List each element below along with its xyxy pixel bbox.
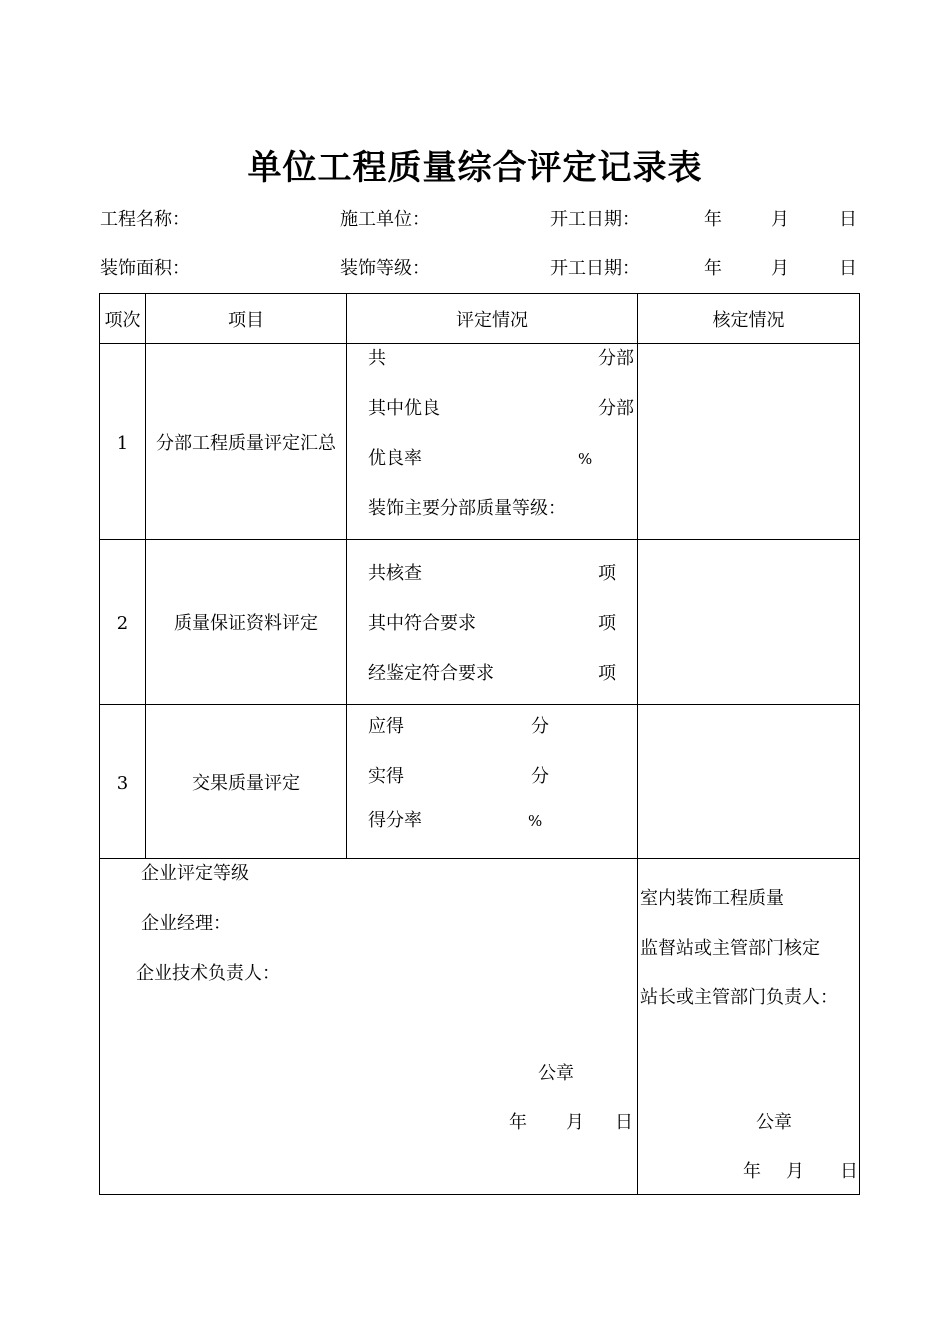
supervision-date-year: 年 bbox=[743, 1161, 761, 1182]
row-1-line-2-label: 其中优良 bbox=[368, 398, 440, 419]
row-divider-3 bbox=[99, 858, 860, 859]
col-divider-3 bbox=[637, 293, 638, 1195]
start-date-month-2: 月 bbox=[771, 258, 789, 279]
decoration-area-label: 装饰面积： bbox=[100, 258, 190, 279]
row-3-line-1-label: 应得 bbox=[368, 716, 404, 737]
start-date-year: 年 bbox=[704, 209, 722, 230]
table-header-divider bbox=[99, 343, 860, 344]
row-3-line-3-label: 得分率 bbox=[368, 810, 422, 831]
row-2-line-3-unit: 项 bbox=[598, 663, 616, 684]
company-date-day: 日 bbox=[615, 1112, 633, 1133]
col-divider-2 bbox=[346, 293, 347, 858]
start-date-day-2: 日 bbox=[839, 258, 857, 279]
row-3-no: 3 bbox=[116, 773, 129, 794]
column-header-item: 项目 bbox=[228, 310, 264, 331]
decoration-grade-label: 装饰等级： bbox=[340, 258, 430, 279]
start-date-day: 日 bbox=[839, 209, 857, 230]
supervision-date-month: 月 bbox=[786, 1161, 804, 1182]
row-3-line-1-unit: 分 bbox=[531, 716, 549, 737]
row-2-line-2-unit: 项 bbox=[598, 613, 616, 634]
row-1-item: 分部工程质量评定汇总 bbox=[156, 433, 336, 454]
company-manager-label: 企业经理： bbox=[141, 913, 231, 934]
row-divider-1 bbox=[99, 539, 860, 540]
row-3-line-2-label: 实得 bbox=[368, 766, 404, 787]
supervision-seal-label: 公章 bbox=[756, 1112, 792, 1133]
column-header-verification: 核定情况 bbox=[712, 310, 785, 331]
company-date-month: 月 bbox=[566, 1112, 584, 1133]
contractor-label: 施工单位： bbox=[340, 209, 430, 230]
column-header-evaluation: 评定情况 bbox=[456, 310, 528, 331]
row-1-line-3-label: 优良率 bbox=[368, 448, 422, 469]
row-1-line-4-label: 装饰主要分部质量等级： bbox=[368, 498, 566, 519]
supervision-line-1: 室内装饰工程质量 bbox=[640, 888, 784, 909]
document-title: 单位工程质量综合评定记录表 bbox=[247, 148, 703, 188]
row-3-item: 交果质量评定 bbox=[192, 773, 300, 794]
start-date-year-2: 年 bbox=[704, 258, 722, 279]
row-1-line-3-unit: % bbox=[578, 450, 593, 468]
column-header-no: 项次 bbox=[104, 310, 141, 331]
start-date-label: 开工日期： bbox=[550, 209, 640, 230]
start-date-month: 月 bbox=[771, 209, 789, 230]
company-tech-lead-label: 企业技术负责人： bbox=[136, 963, 280, 984]
row-divider-2 bbox=[99, 704, 860, 705]
row-2-no: 2 bbox=[116, 613, 129, 634]
row-3-line-2-unit: 分 bbox=[531, 766, 549, 787]
supervision-line-2: 监督站或主管部门核定 bbox=[640, 938, 820, 959]
project-name-label: 工程名称： bbox=[100, 209, 190, 230]
row-1-no: 1 bbox=[116, 433, 129, 454]
supervision-line-3: 站长或主管部门负责人： bbox=[640, 987, 838, 1008]
row-1-line-1-label: 共 bbox=[368, 348, 386, 369]
company-grade-label: 企业评定等级 bbox=[141, 863, 249, 884]
company-seal-label: 公章 bbox=[538, 1063, 574, 1084]
row-2-line-1-label: 共核查 bbox=[368, 563, 422, 584]
row-1-line-2-unit: 分部 bbox=[598, 398, 634, 419]
supervision-date-day: 日 bbox=[840, 1161, 858, 1182]
evaluation-table bbox=[99, 293, 860, 1195]
row-2-line-3-label: 经鉴定符合要求 bbox=[368, 663, 494, 684]
row-2-line-2-label: 其中符合要求 bbox=[368, 613, 476, 634]
row-1-line-1-unit: 分部 bbox=[598, 348, 634, 369]
start-date-label-2: 开工日期： bbox=[550, 258, 640, 279]
row-2-line-1-unit: 项 bbox=[598, 563, 616, 584]
row-2-item: 质量保证资料评定 bbox=[174, 613, 318, 634]
row-3-line-3-unit: % bbox=[528, 812, 543, 830]
company-date-year: 年 bbox=[509, 1112, 527, 1133]
